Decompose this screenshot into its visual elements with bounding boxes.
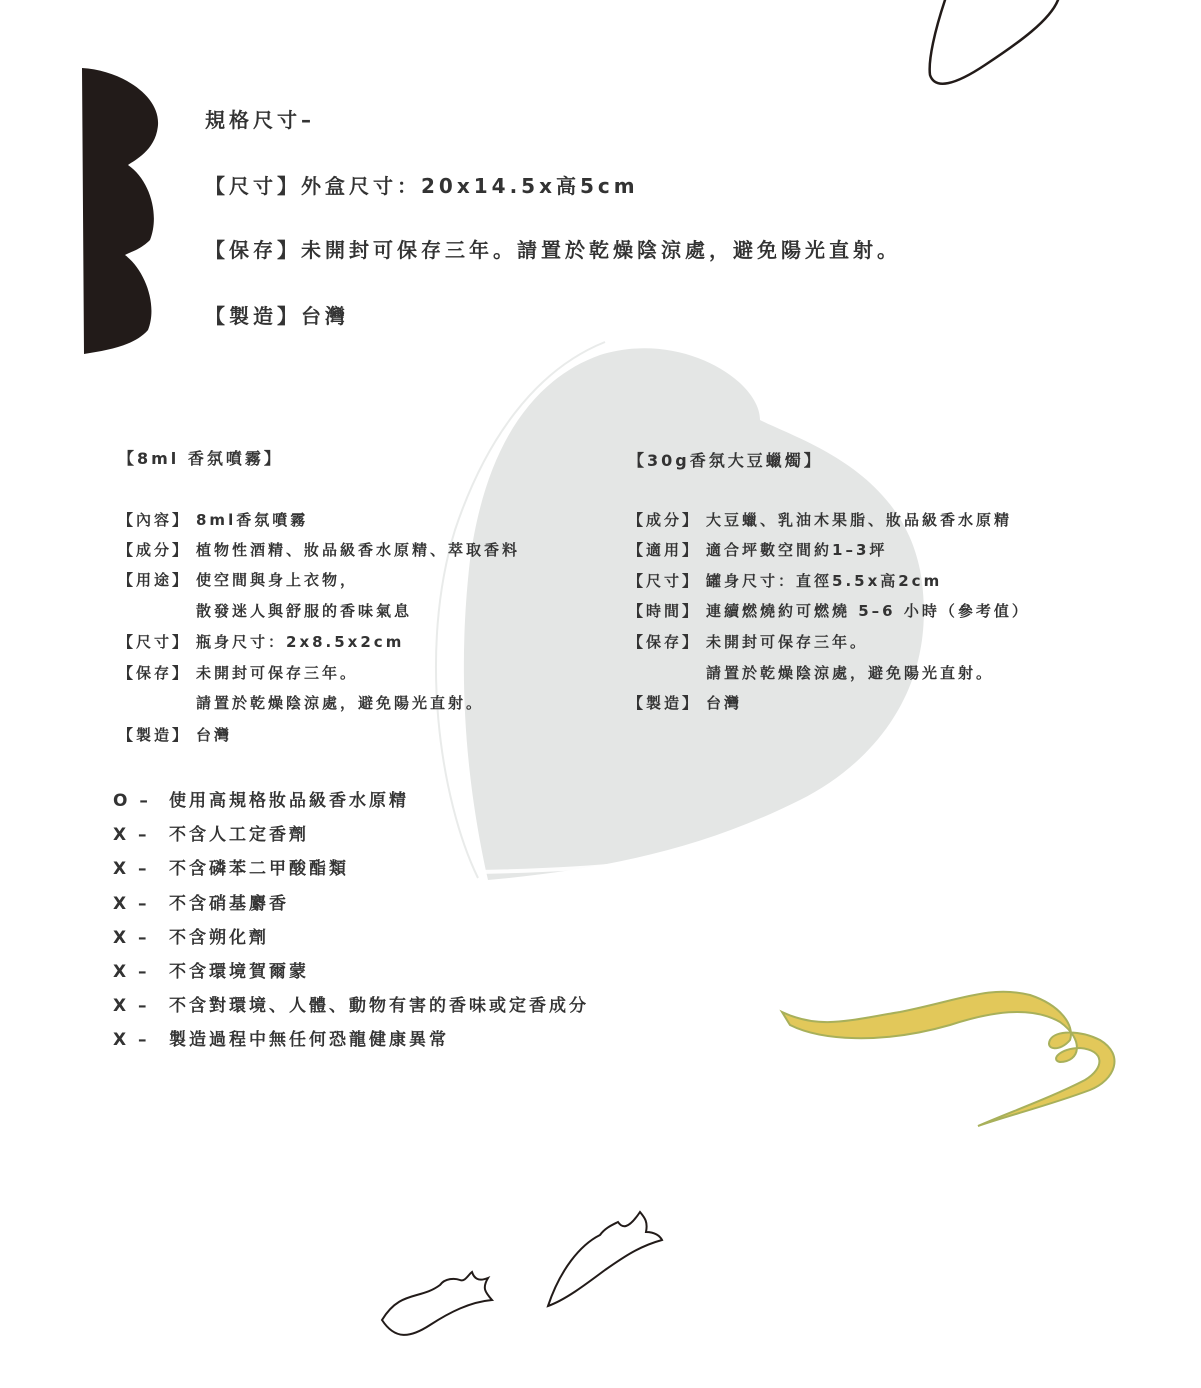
- spec-storage: 【保存】未開封可保存三年。請置於乾燥陰涼處，避免陽光直射。: [205, 238, 901, 262]
- candle-row: [628, 631, 868, 652]
- checklist-item: [113, 923, 269, 948]
- checklist-text: 使用高規格妝品級香水原精: [169, 791, 409, 811]
- candle-row: [628, 600, 1030, 621]
- spray-row: [118, 724, 232, 745]
- spray-row-key: 【成分】: [118, 541, 191, 559]
- candle-row-key: 【成分】: [628, 511, 701, 529]
- spray-row: [118, 631, 404, 652]
- spray-row-value: 散發迷人與舒服的香味氣息: [196, 602, 413, 620]
- spray-row: [118, 692, 484, 713]
- checklist-item: [113, 820, 309, 845]
- spray-row-key: 【製造】: [118, 726, 191, 744]
- candle-row: [628, 539, 887, 560]
- top-right-scribble: [930, 0, 1058, 84]
- black-scallop-shape: [82, 68, 158, 354]
- spray-row-key: 【用途】: [118, 571, 191, 589]
- checklist-text: 不含朔化劑: [169, 928, 269, 948]
- spray-row: [118, 539, 520, 560]
- spray-row-value: 瓶身尺寸：2x8.5x2cm: [196, 633, 405, 651]
- spray-row-key: 【尺寸】: [118, 633, 191, 651]
- spray-row: [118, 569, 358, 590]
- candle-row-key: 【保存】: [628, 633, 701, 651]
- candle-row-key: 【適用】: [628, 541, 701, 559]
- spray-row-value: 未開封可保存三年。: [196, 664, 359, 682]
- candle-row-value: 台灣: [706, 694, 743, 712]
- candle-row: [628, 692, 742, 713]
- spray-row: [118, 509, 308, 530]
- checklist-item: [113, 991, 589, 1016]
- checklist-text: 不含環境賀爾蒙: [169, 962, 309, 982]
- spec-size: 【尺寸】外盒尺寸：20x14.5x高5cm: [205, 174, 639, 198]
- candle-title: 【30g香氛大豆蠟燭】: [628, 451, 823, 470]
- yellow-ribbon: [782, 992, 1114, 1126]
- candle-row: [628, 570, 942, 591]
- spray-row: [118, 662, 358, 683]
- candle-row-value: 未開封可保存三年。: [706, 633, 869, 651]
- spec-title: 規格尺寸–: [205, 108, 315, 132]
- spray-row-value: 8ml香氛噴霧: [196, 511, 309, 529]
- checklist-mark: X –: [113, 996, 150, 1016]
- spec-origin: 【製造】台灣: [205, 304, 349, 328]
- checklist-item: [113, 854, 349, 879]
- checklist-item: [113, 957, 309, 982]
- checklist-mark: X –: [113, 1030, 150, 1050]
- checklist-text: 製造過程中無任何恐龍健康異常: [169, 1030, 449, 1050]
- candle-row-value: 大豆蠟、乳油木果脂、妝品級香水原精: [706, 511, 1013, 529]
- candle-row-key: 【製造】: [628, 694, 701, 712]
- candle-row-value: 連續燃燒約可燃燒 5–6 小時（參考值）: [706, 602, 1030, 620]
- candle-row-key: 【尺寸】: [628, 572, 701, 590]
- checklist-text: 不含硝基麝香: [169, 894, 289, 914]
- candle-row-value: 請置於乾燥陰涼處，避免陽光直射。: [706, 664, 995, 682]
- spray-row-value: 台灣: [196, 726, 233, 744]
- feather-sketch-right: [548, 1212, 662, 1306]
- checklist-mark: X –: [113, 859, 150, 879]
- candle-row-value: 罐身尺寸：直徑5.5x高2cm: [706, 572, 943, 590]
- feather-sketch-left: [382, 1272, 492, 1335]
- spray-row-key: 【內容】: [118, 511, 191, 529]
- checklist-item: [113, 889, 289, 914]
- checklist-text: 不含對環境、人體、動物有害的香味或定香成分: [169, 996, 589, 1016]
- candle-row: [628, 509, 1012, 530]
- checklist-item: [113, 786, 409, 811]
- spray-row: [118, 600, 412, 621]
- spray-title: 【8ml 香氛噴霧】: [118, 449, 283, 468]
- spray-row-value: 植物性酒精、妝品級香水原精、萃取香料: [196, 541, 521, 559]
- candle-row-value: 適合坪數空間約1–3坪: [706, 541, 888, 559]
- checklist-item: [113, 1025, 449, 1050]
- spray-row-value: 請置於乾燥陰涼處，避免陽光直射。: [196, 694, 485, 712]
- checklist-text: 不含人工定香劑: [169, 825, 309, 845]
- candle-row-key: 【時間】: [628, 602, 701, 620]
- checklist-mark: X –: [113, 928, 150, 948]
- checklist-mark: X –: [113, 962, 150, 982]
- checklist-mark: O –: [113, 791, 151, 811]
- checklist-text: 不含磷苯二甲酸酯類: [169, 859, 349, 879]
- candle-row: [628, 662, 994, 683]
- spray-row-value: 使空間與身上衣物，: [196, 571, 359, 589]
- spray-row-key: 【保存】: [118, 664, 191, 682]
- checklist-mark: X –: [113, 894, 150, 914]
- checklist-mark: X –: [113, 825, 150, 845]
